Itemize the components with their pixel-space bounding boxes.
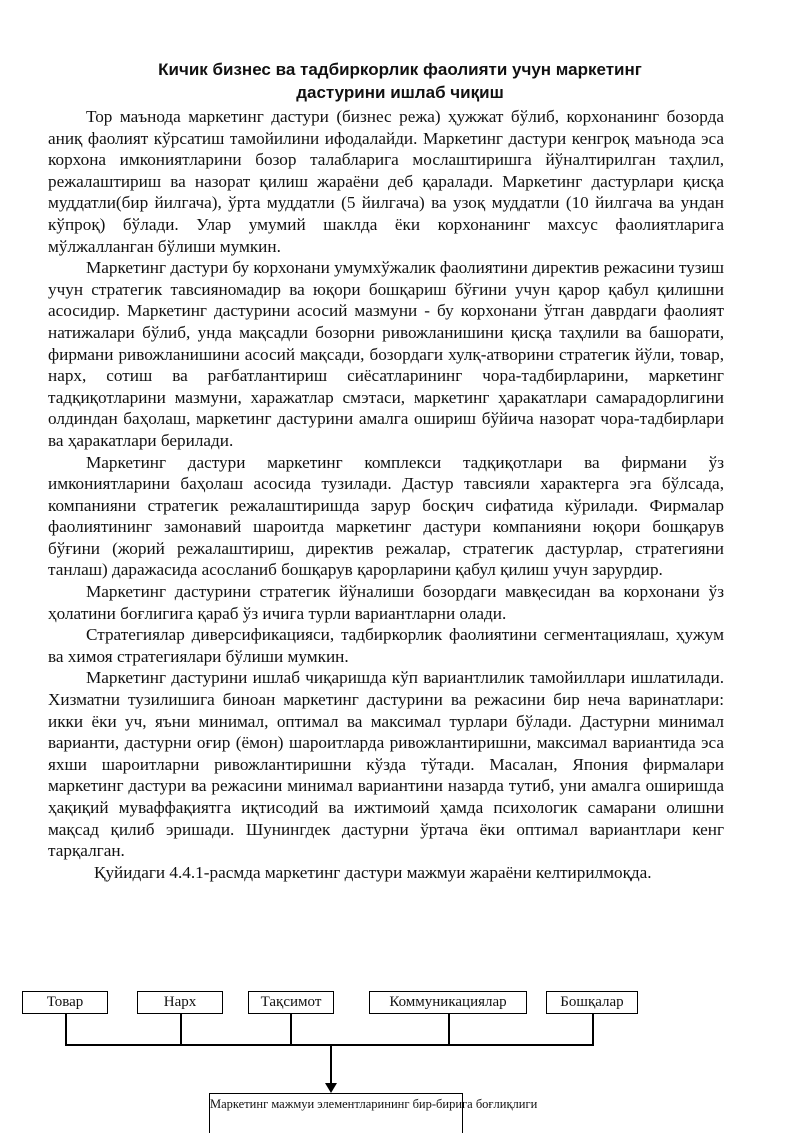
connector-kommunikatsiyalar [448,1012,450,1045]
arrow-head-icon [325,1083,337,1093]
marketing-mix-diagram [0,975,800,1131]
connector-taqsimot [290,1012,292,1045]
document-title [60,58,740,104]
box-kommunikatsiyalar: Коммуникациялар [369,991,527,1014]
paragraph-2: Маркетинг дастури бу корхонани умумхўжалик фаолиятини директив режасини тузиш учун стратегик тавсияномадир ва юқори бошқариш бўғини учун қарор қабул қилишни асосидир. Маркетинг дастурини асосий мазмуни - бу корхонани ўтган даврдаги фаолият натижалари бўлиб, унда мақсадли бозорни ривожланишини қисқа таҳлили ва башорати, фирмани ривожланишини асосий мақсади, бозордаги хулқ-атворини стратегик йўли, товар, нарх, сотиш ва рағбатлантириш сиёсатларининг чора-тадбирларини, маркетинг тадқиқотларини мазмуни, харажатлар смэтаси, маркетинг ҳаракатлари самарадорлигини олдиндан баҳолаш, маркетинг дастурини амалга ошириш бўйича назорат чора-тадбирлари ва ҳаракатлари берилади. [48,258,724,450]
box-narkh: Нарх [137,991,223,1014]
title-line-1: Кичик бизнес ва тадбиркорлик фаолияти учун маркетинг [158,60,642,79]
paragraph-3: Маркетинг дастури маркетинг комплекси тадқиқотлари ва фирмани ўз имкониятларини баҳолаш асосида тузилади. Дастур тавсияли характерга эга бўлсада, компанияни стратегик режалаштиришда зарур босқич сифатида кўрилади. Фирмалар фаолиятининг замонавий шароитда маркетинг дастури компанияни юқори бошқарув бўғини (жорий режалаштириш, директив режалар, стратегик дастурлар, стратегияни танлаш) даражасида асосланиб бошқарув қарорларини қабул қилиш учун зарурдир. [48,452,724,580]
arrow-shaft [330,1044,332,1086]
box-taqsimot: Тақсимот [248,991,334,1014]
figure-intro: Қуйидаги 4.4.1-расмда маркетинг дастури мажмуи жараёни келтирилмоқда. [94,862,652,882]
box-boshqalar: Бошқалар [546,991,638,1014]
paragraph-5: Стратегиялар диверсификацияси, тадбиркорлик фаолиятини сегментациялаш, ҳужум ва химоя стратегиялари бўлиши мумкин. [48,625,724,666]
connector-tovar [65,1012,67,1045]
paragraph-1: Тор маънода маркетинг дастури (бизнес режа) ҳужжат бўлиб, корхонанинг бозорда аниқ фаолият кўрсатиш тамойилини ифодалайди. Маркетинг дастури кенгроқ маънода эса корхона имкониятларини бозор талабларига мослаштиришга йўналтирилган таҳлил, режалаштириш ва назорат қилиш жараёни деб қаралади. Маркетинг дастурлари қисқа муддатли(бир йилгача), ўрта муддатли (5 йилгача) ва узоқ муддатли (10 йилгача ва ундан кўпроқ) бўлади. Улар умумий шаклда ёки корхонанинг махсус фаолиятларига мўлжалланган бўлиши мумкин. [48,107,724,256]
body-text [48,106,724,883]
box-tovar: Товар [22,991,108,1014]
title-line-2: дастурини ишлаб чиқиш [296,83,504,102]
box-marketing-mix-interdependence: Маркетинг мажмуи элементларининг бир-бирига боғлиқлиги [209,1093,463,1133]
connector-narkh [180,1012,182,1045]
paragraph-4: Маркетинг дастурини стратегик йўналиши бозордаги мавқесидан ва корхонани ўз ҳолатини боғлигига қараб ўз ичига турли вариантларни олади. [48,582,724,623]
connector-boshqalar [592,1012,594,1045]
paragraph-6: Маркетинг дастурини ишлаб чиқаришда кўп вариантлилик тамойиллари ишлатилади. Хизматни тузилишига биноан маркетинг дастурини ва режасини бир неча варинатлари: икки ёки уч, яъни минимал, оптимал ва максимал турлари бўлади. Дастурни минимал варианти, дастурни оғир (ёмон) шароитларда ривожлантиришни, максимал вариантида эса яхши шароитларни ривожлантиришни кўзда тўтади. Масалан, Япония фирмалари маркетинг дастури ва режасини минимал вариантини назарда тутиб, уни амалга оширишда ҳақиқий муваффақиятга иқтисодий ва ижтимоий ҳамда психологик самарани олишни мақсад қилиб эришади. Шунингдек дастурни ўртача ёки оптимал вариантлари кенг тарқалган. [48,668,724,861]
